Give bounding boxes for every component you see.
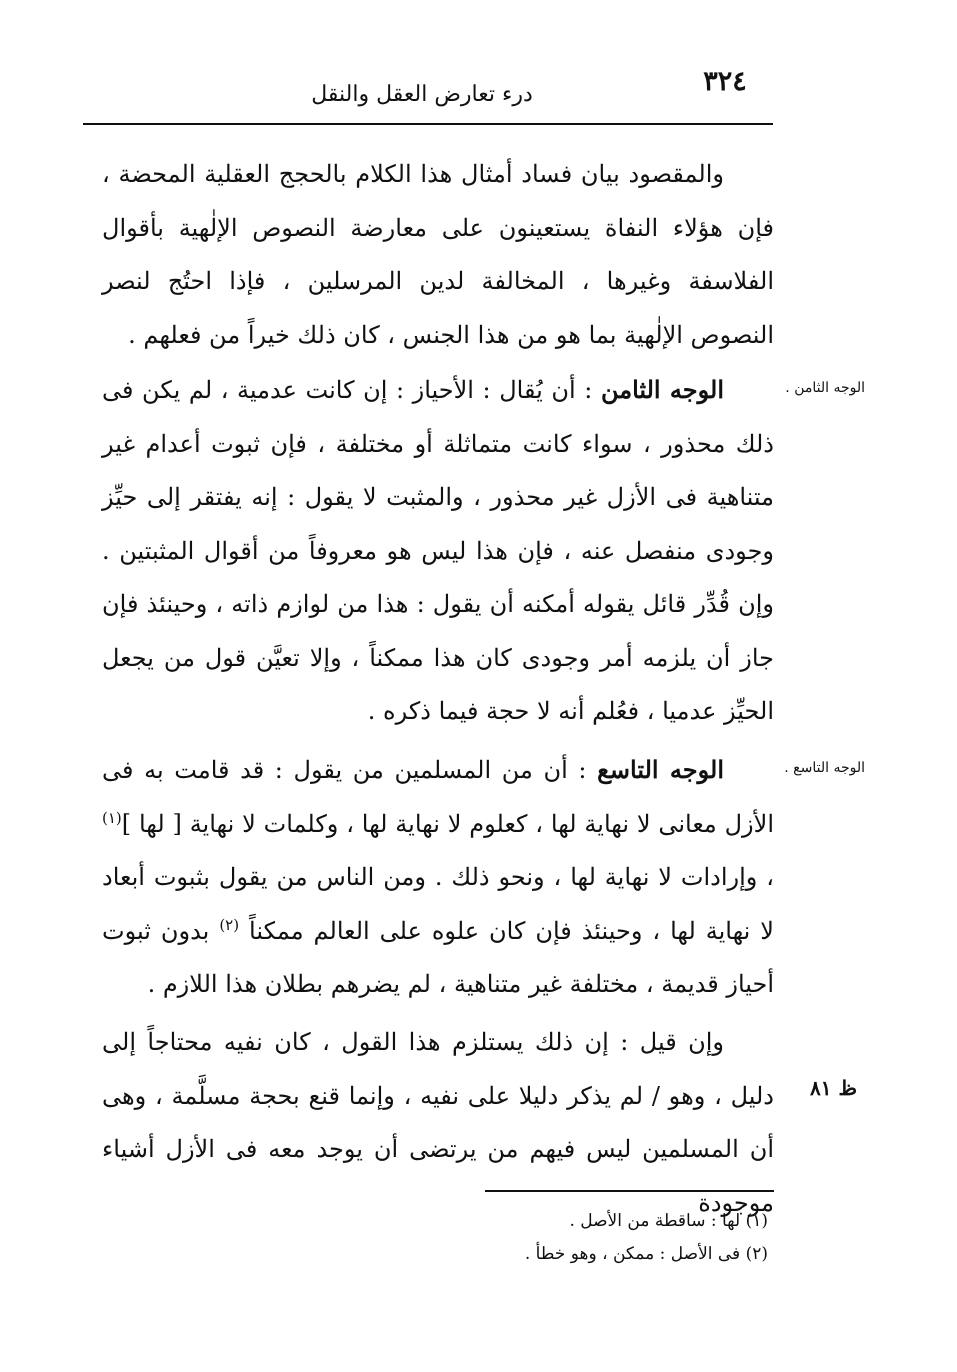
footnote-rule	[485, 1190, 774, 1192]
paragraph-intro	[102, 148, 774, 362]
running-title: درء تعارض العقل والنقل	[311, 82, 533, 107]
paragraph-text: والمقصود بيان فساد أمثال هذا الكلام بالحجج العقلية المحضة ، فإن هؤلاء النفاة يستعينون على معارضة النصوص الإلٰهية بأقوال الفلاسفة وغيرها ، المخالفة لدين المرسلين ، فإذا احتُج لنصر النصوص الإلٰهية بما هو من هذا الجنس ، كان ذلك خيراً من فعلهم .	[102, 160, 774, 349]
paragraph-ninth-aspect	[102, 743, 774, 1012]
margin-note-ninth: الوجه التاسع .	[784, 760, 865, 776]
paragraph-text-b: ، وإرادات لا نهاية لها ، ونحو ذلك . ومن الناس من يقول بثبوت أبعاد لا نهاية لها ، وحينئذ فإن كان علوه على العالم ممكناً	[102, 863, 774, 945]
paragraph-eighth-aspect	[102, 363, 774, 739]
section-lead-ninth: الوجه التاسع	[597, 755, 724, 784]
footnote-ref-1: (١)	[102, 808, 122, 827]
paragraph-body	[102, 743, 774, 1012]
section-lead-eighth: الوجه الثامن	[600, 375, 724, 404]
margin-note-eighth: الوجه الثامن .	[785, 380, 865, 396]
paragraph-body	[102, 363, 774, 739]
paragraph-text: : أن يُقال : الأحياز : إن كانت عدمية ، لم يكن فى ذلك محذور ، سواء كانت متماثلة أو مختلفة ، فإن ثبوت أعدام غير متناهية فى الأزل غير محذور ، والمثبت لا يقول : إنه يفتقر إلى حيِّز وجودى منفصل عنه ، فإن هذا ليس هو معروفاً من أقوال المثبتين . وإن قُدِّر قائل يقوله أمكنه أن يقول : هذا من لوازم ذاته ، وحينئذ فإن جاز أن يلزمه أمر وجودى كان هذا ممكناً ، وإلا تعيَّن قول من يجعل الحيِّز عدميا ، فعُلم أنه لا حجة فيما ذكره .	[102, 376, 774, 725]
footnote-2: (٢) فى الأصل : ممكن ، وهو خطأ .	[524, 1244, 768, 1264]
paragraph-text-a: : أن من المسلمين من يقول : قد قامت به فى الأزل معانى لا نهاية لها ، كعلوم لا نهاية لها ، وكلمات لا نهاية [ لها ]	[102, 756, 774, 838]
paragraph-text-c: بدون ثبوت أحياز قديمة ، مختلفة غير متناهية ، لم يضرهم بطلان هذا اللازم .	[102, 916, 774, 998]
footnotes	[300, 1205, 768, 1271]
margin-manuscript-ref: ظ ٨١	[810, 1076, 857, 1100]
paragraph-objection	[102, 1016, 774, 1230]
page-number: ٣٢٤	[703, 66, 747, 97]
paragraph-text: وإن قيل : إن ذلك يستلزم هذا القول ، كان نفيه محتاجاً إلى دليل ، وهو / لم يذكر دليلا على نفيه ، وإنما قنع بحجة مسلَّمة ، وهى أن المسلمين ليس فيهم من يرتضى أن يوجد معه فى الأزل أشياء موجودة	[102, 1028, 774, 1217]
footnote-1: (١) لها : ساقطة من الأصل .	[569, 1211, 768, 1231]
header-rule	[83, 123, 773, 125]
footnote-ref-2: (٢)	[219, 915, 240, 934]
